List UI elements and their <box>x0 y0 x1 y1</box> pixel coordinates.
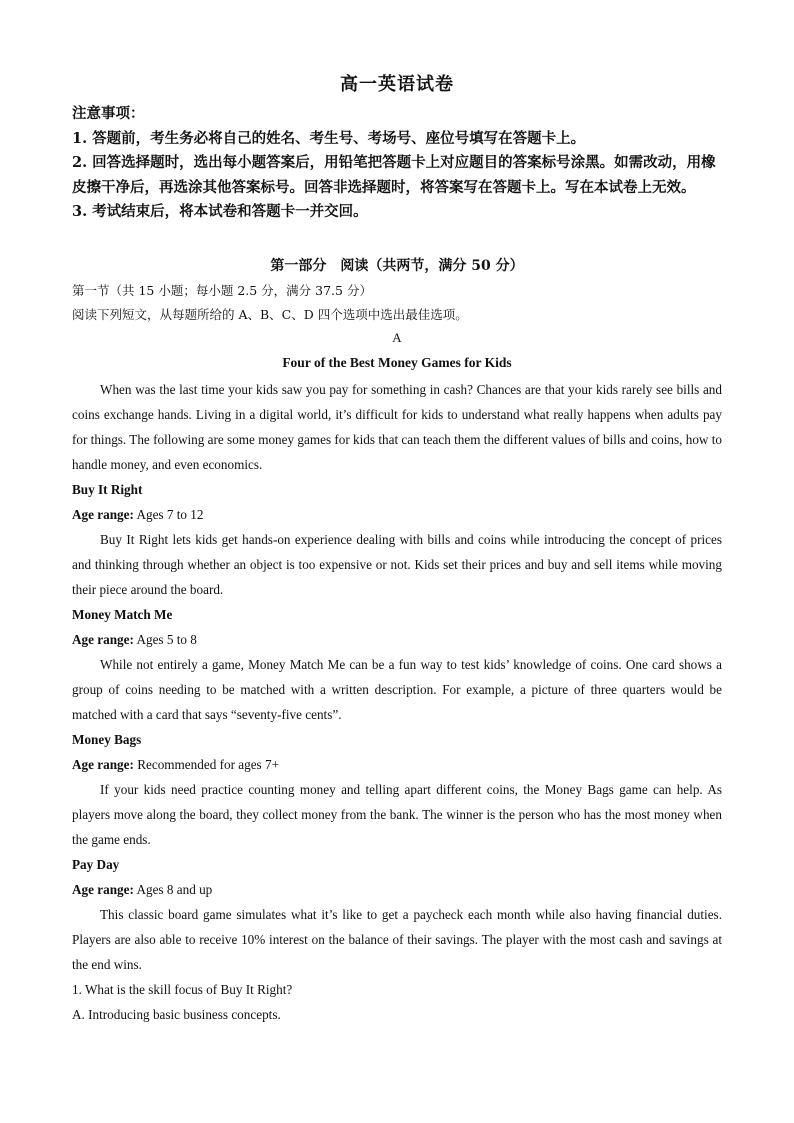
game-age-line <box>72 502 722 527</box>
notes-heading: 注意事项： <box>72 105 145 122</box>
age-label: Age range: <box>72 757 134 772</box>
age-label: Age range: <box>72 507 134 522</box>
game-age-line <box>72 752 722 777</box>
instruction-line: 阅读下列短文，从每题所给的 A、B、C、D 四个选项中选出最佳选项。 <box>72 307 468 322</box>
question-option-a: A. Introducing basic business concepts. <box>72 1007 281 1022</box>
question-stem: 1. What is the skill focus of Buy It Right? <box>72 982 293 997</box>
notes-item-3: 3. 考试结束后，将本试卷和答题卡一并交回。 <box>72 203 368 220</box>
page-title: 高一英语试卷 <box>340 74 454 95</box>
passage-body <box>72 377 722 1027</box>
game-title: Money Match Me <box>72 607 173 622</box>
game-age: Ages 8 and up <box>133 882 213 897</box>
game-description: While not entirely a game, Money Match Me can be a fun way to test kids’ knowledge of coins. One card shows a group of coins needing to be matched with a written description. For example, a picture of three quarters would be matched with a card that says “seventy-five cents”. <box>72 657 722 722</box>
notes-section <box>72 102 722 225</box>
section-line: 第一节（共 15 小题；每小题 2.5 分，满分 37.5 分） <box>72 283 372 298</box>
game-age-line <box>72 877 722 902</box>
notes-item-2: 2. 回答选择题时，选出每小题答案后，用铅笔把答题卡上对应题目的答案标号涂黑。如需改动，用橡皮擦干净后，再选涂其他答案标号。回答非选择题时，将答案写在答题卡上。写在本试卷上无效。 <box>72 154 716 196</box>
game-description: If your kids need practice counting money and telling apart different coins, the Money Bags game can help. As players move along the board, they collect money from the bank. The winner is the person who has the most money when the game ends. <box>72 782 722 847</box>
game-title: Pay Day <box>72 857 120 872</box>
part-heading: 第一部分 阅读（共两节，满分 50 分） <box>270 258 524 274</box>
game-age: Recommended for ages 7+ <box>133 757 280 772</box>
game-age: Ages 7 to 12 <box>133 507 204 522</box>
age-label: Age range: <box>72 882 134 897</box>
game-title: Money Bags <box>72 732 142 747</box>
age-label: Age range: <box>72 632 134 647</box>
notes-item-1: 1. 答题前，考生务必将自己的姓名、考生号、考场号、座位号填写在答题卡上。 <box>72 129 586 147</box>
intro-paragraph: When was the last time your kids saw you pay for something in cash? Chances are that your kids rarely see bills and coins exchange hands. Living in a digital world, it’s difficult for kids to understand what really happens when adults pay for things. The following are some money games for kids that can teach them the different values of bills and coins, how to handle money, and even economics. <box>72 382 722 472</box>
game-description: This classic board game simulates what it’s like to get a paycheck each month while also having financial duties. Players are also able to receive 10% interest on the balance of their savings. The player with the most cash and savings at the end wins. <box>72 907 722 972</box>
passage-letter: A <box>392 330 402 345</box>
game-age: Ages 5 to 8 <box>133 632 197 647</box>
game-title: Buy It Right <box>72 482 143 497</box>
game-description: Buy It Right lets kids get hands-on experience dealing with bills and coins while introducing the concept of prices and thinking through whether an object is too expensive or not. Kids set their prices and buy and sell items while moving their piece around the board. <box>72 532 722 597</box>
passage-title: Four of the Best Money Games for Kids <box>282 355 512 370</box>
game-age-line <box>72 627 722 652</box>
